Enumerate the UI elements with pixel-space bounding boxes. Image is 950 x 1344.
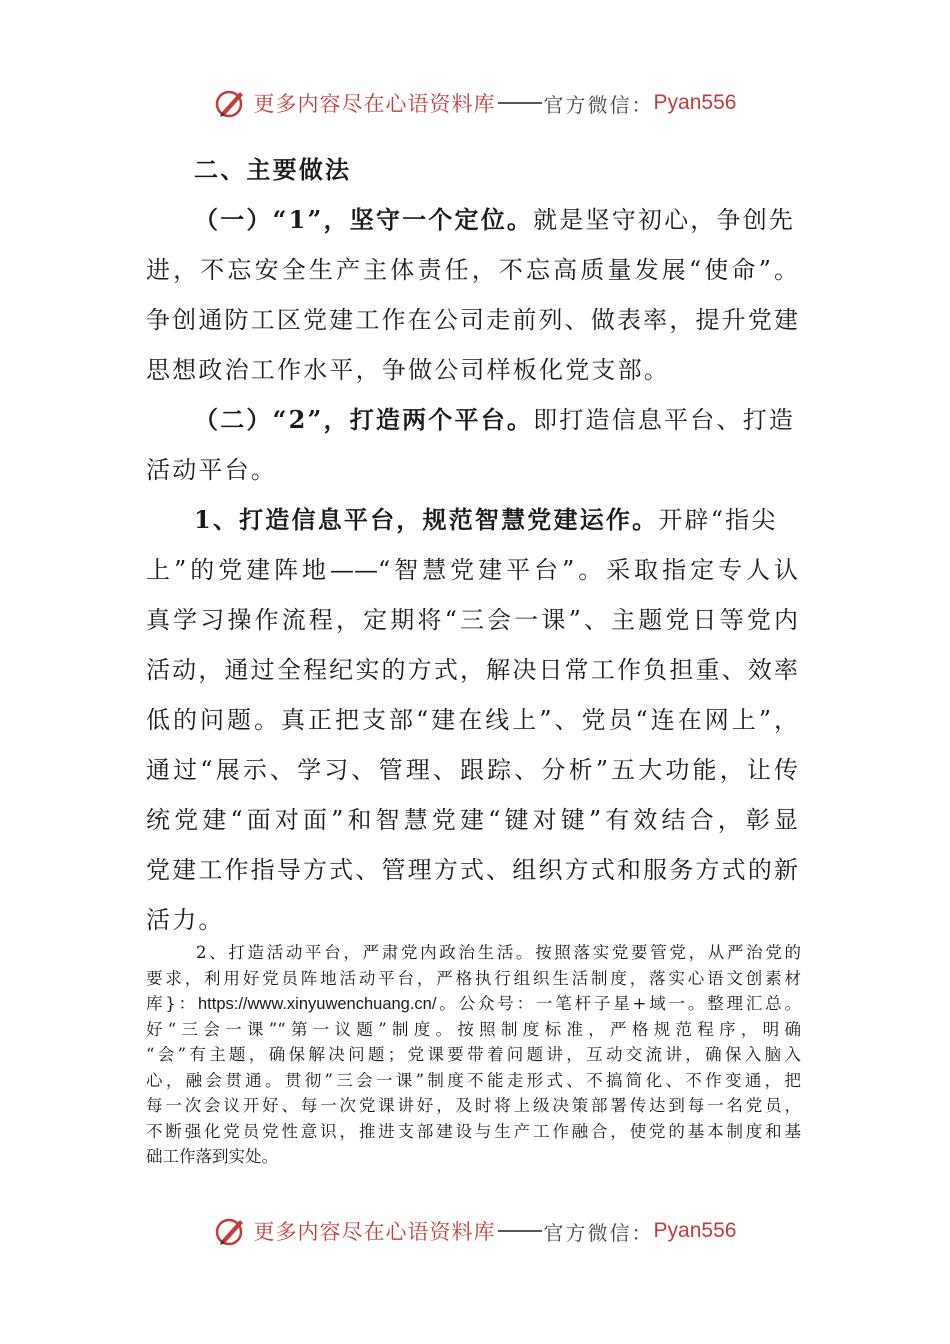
paragraph-line: 进，不忘安全生产主体责任，不忘高质量发展“使命”。 <box>146 256 798 284</box>
small-line: “会”有主题，确保解决问题；党课要带着问题讲，互动交流讲，确保入脑入 <box>146 1045 801 1064</box>
paragraph-line: 争创通防工区党建工作在公司走前列、做表率，提升党建 <box>146 306 798 334</box>
watermark-brand: 更多内容尽在心语资料库 <box>253 1220 496 1244</box>
paragraph-line: 活动，通过全程纪实的方式，解决日常工作负担重、效率 <box>146 656 798 684</box>
section-heading: 二、主要做法 <box>194 155 352 184</box>
paragraph-line: 思想政治工作水平，争做公司样板化党支部。 <box>146 356 670 384</box>
paragraph-line: 通过“展示、学习、管理、跟踪、分析”五大功能，让传 <box>146 756 798 784</box>
source-link[interactable]: https://www.xinyuwenchuang.cn/ <box>197 995 437 1013</box>
header-watermark <box>0 78 950 128</box>
small-line: 好“三会一课”“第一议题”制度。按照制度标准，严格规范程序，明确 <box>146 1019 801 1039</box>
paragraph-lead: 1、打造信息平台，规范智慧党建运作。 <box>194 505 659 534</box>
watermark-dash <box>498 1230 542 1232</box>
paragraph-line: （二）“2”，打造两个平台。即打造信息平台、打造 <box>194 405 796 434</box>
small-line: 础工作落到实处。 <box>146 1147 278 1166</box>
paragraph-line: 统党建“面对面”和智慧党建“键对键”有效结合，彰显 <box>146 806 798 834</box>
small-line: 不断强化党员党性意识，推进支部建设与生产工作融合，使党的基本制度和基 <box>146 1121 801 1141</box>
paragraph-line: 上”的党建阵地——“智慧党建平台”。采取指定专人认 <box>146 556 798 584</box>
footer-watermark <box>0 1206 950 1256</box>
paragraph-line: 活力。 <box>146 906 225 934</box>
small-paragraph <box>146 940 801 1170</box>
watermark-contact-label: 官方微信： <box>543 1220 654 1245</box>
small-line: 每一次会议开好、每一次党课讲好，及时将上级决策部署传达到每一名党员， <box>146 1096 801 1115</box>
small-line: 库}：https://www.xinyuwenchuang.cn/。公众号：一笔杆子星+域一。整理汇总。 <box>146 994 801 1013</box>
paragraph-line: 真学习操作流程，定期将“三会一课”、主题党日等党内 <box>146 606 798 634</box>
document-body <box>146 145 798 945</box>
paragraph-line: （一）“1”，坚守一个定位。就是坚守初心，争创先 <box>194 205 796 234</box>
paragraph-line: 活动平台。 <box>146 456 277 484</box>
small-line: 要求，利用好党员阵地活动平台，严格执行组织生活制度，落实心语文创素材 <box>146 968 801 988</box>
pen-logo-icon <box>214 1214 248 1248</box>
paragraph-lead: （二）“2”，打造两个平台。 <box>194 405 534 434</box>
watermark-dash <box>498 102 542 104</box>
watermark-brand: 更多内容尽在心语资料库 <box>253 92 496 116</box>
watermark-contact-id: Pyan556 <box>653 1219 737 1242</box>
paragraph-line: 低的问题。真正把支部“建在线上”、党员“连在网上”， <box>146 706 798 734</box>
watermark-contact-label: 官方微信： <box>543 92 654 117</box>
paragraph-line: 党建工作指导方式、管理方式、组织方式和服务方式的新 <box>146 856 798 884</box>
watermark-contact-id: Pyan556 <box>653 91 737 114</box>
paragraph-lead: （一）“1”，坚守一个定位。 <box>194 205 534 234</box>
small-line: 2、打造活动平台，严肃党内政治生活。按照落实党要管党，从严治党的 <box>196 943 801 962</box>
small-line: 心，融会贯通。贯彻”三会一课”制度不能走形式、不搞简化、不作变通，把 <box>146 1070 801 1090</box>
pen-logo-icon <box>214 86 248 120</box>
paragraph-line: 1、打造信息平台，规范智慧党建运作。开辟“指尖 <box>194 505 778 534</box>
